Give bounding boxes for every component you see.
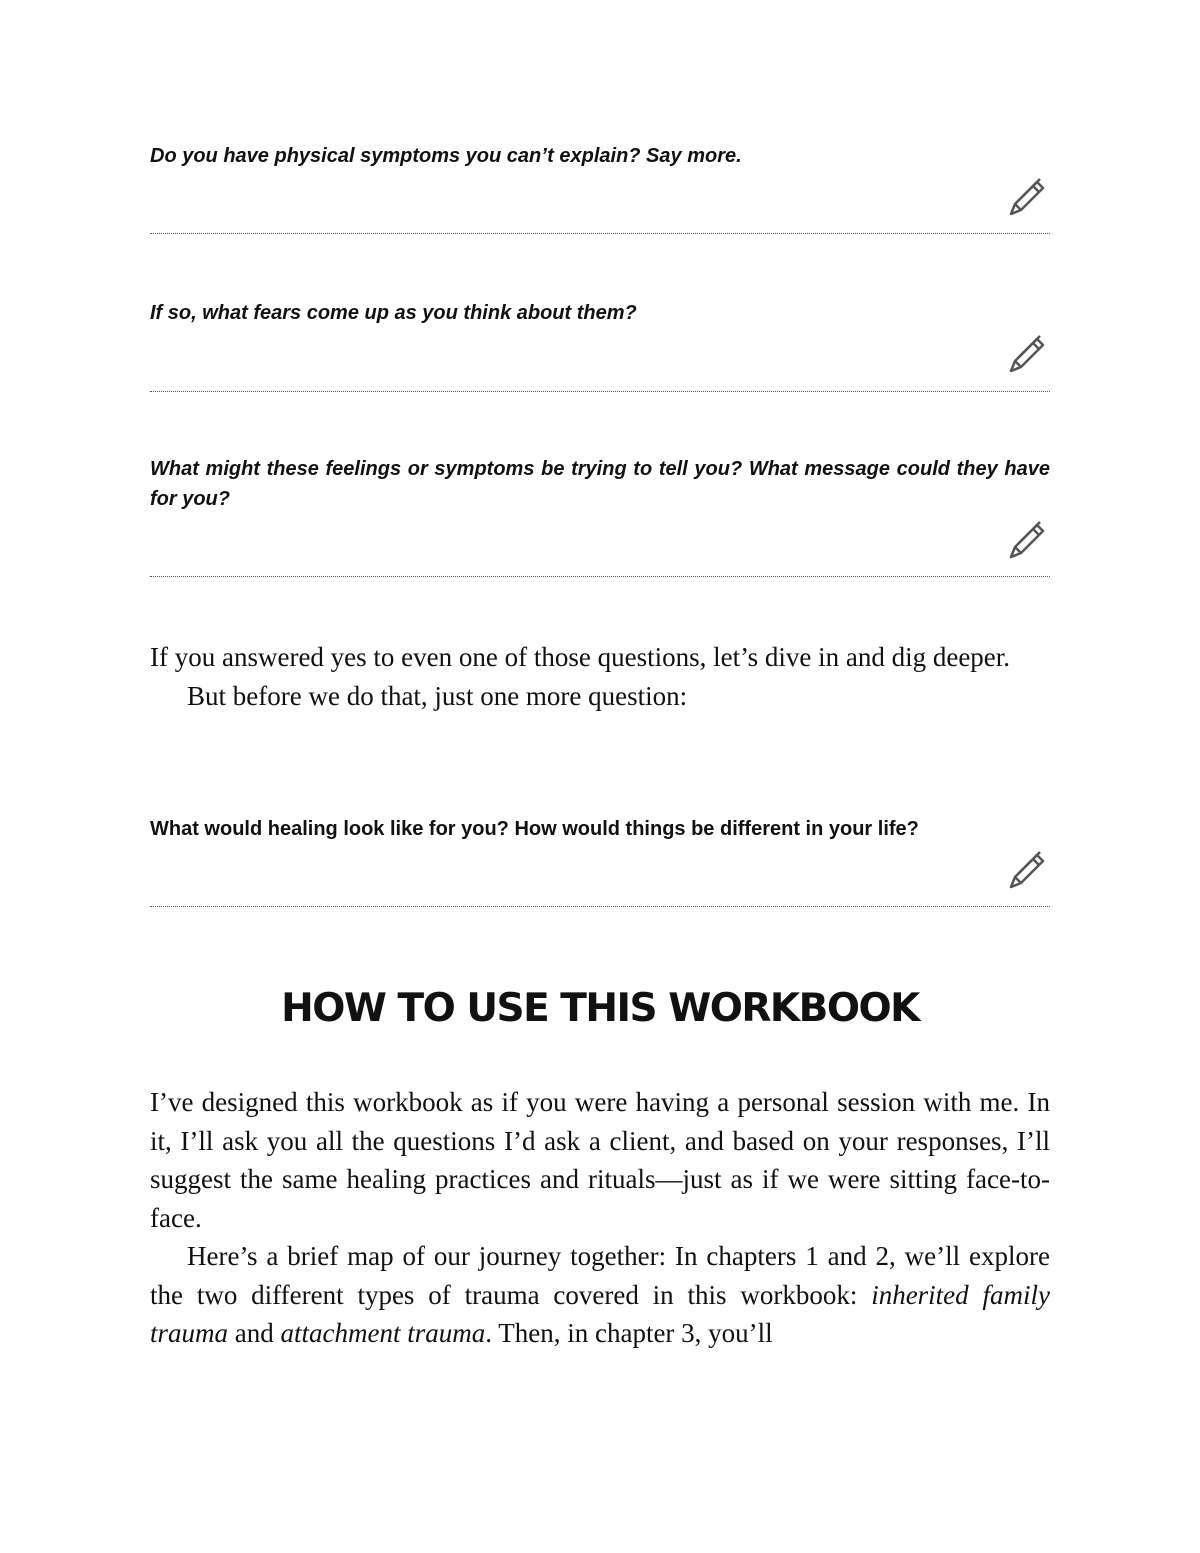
answer-line[interactable] xyxy=(150,233,1050,234)
pencil-icon[interactable] xyxy=(1003,333,1049,379)
prompt-question: Do you have physical symptoms you can’t explain? Say more. xyxy=(150,145,742,167)
intro-paragraph: If you answered yes to even one of those questions, let’s dive in and dig deeper. xyxy=(150,642,1011,672)
section-body xyxy=(150,1083,1050,1353)
prompt-question: What might these feelings or symptoms be trying to tell you? What message could they have for you? xyxy=(150,458,1050,510)
pencil-icon[interactable] xyxy=(1003,849,1049,895)
prompt-question: What would healing look like for you? How would things be different in your life? xyxy=(150,818,919,840)
paragraph-text: and xyxy=(228,1318,281,1348)
paragraph-text: Here’s a brief map of our journey together: In chapters 1 and 2, we’ll explore the two different types of trauma covered in this workbook: xyxy=(150,1241,1050,1310)
section-paragraph xyxy=(150,1237,1050,1353)
intro-paragraph: But before we do that, just one more question: xyxy=(187,680,688,711)
pencil-icon[interactable] xyxy=(1003,519,1049,565)
term-inherited-family-trauma: inherited family trauma xyxy=(150,1279,1050,1348)
pencil-icon[interactable] xyxy=(1003,176,1049,222)
intro-text xyxy=(150,638,1050,715)
answer-line[interactable] xyxy=(150,391,1050,392)
paragraph-text: . Then, in chapter 3, you’ll xyxy=(485,1318,773,1348)
term-attachment-trauma: attachment trauma xyxy=(280,1318,486,1348)
section-heading: HOW TO USE THIS WORKBOOK xyxy=(281,986,919,1031)
answer-line[interactable] xyxy=(150,906,1050,907)
section-paragraph: I’ve designed this workbook as if you were having a personal session with me. In it, I’ll ask you all the questions I’d ask a client, and based on your responses, I’ll suggest the same healing practices and rituals—just as if we were sitting face-to-face. xyxy=(150,1087,1050,1233)
prompt-question: If so, what fears come up as you think about them? xyxy=(150,302,637,324)
answer-line[interactable] xyxy=(150,576,1050,577)
